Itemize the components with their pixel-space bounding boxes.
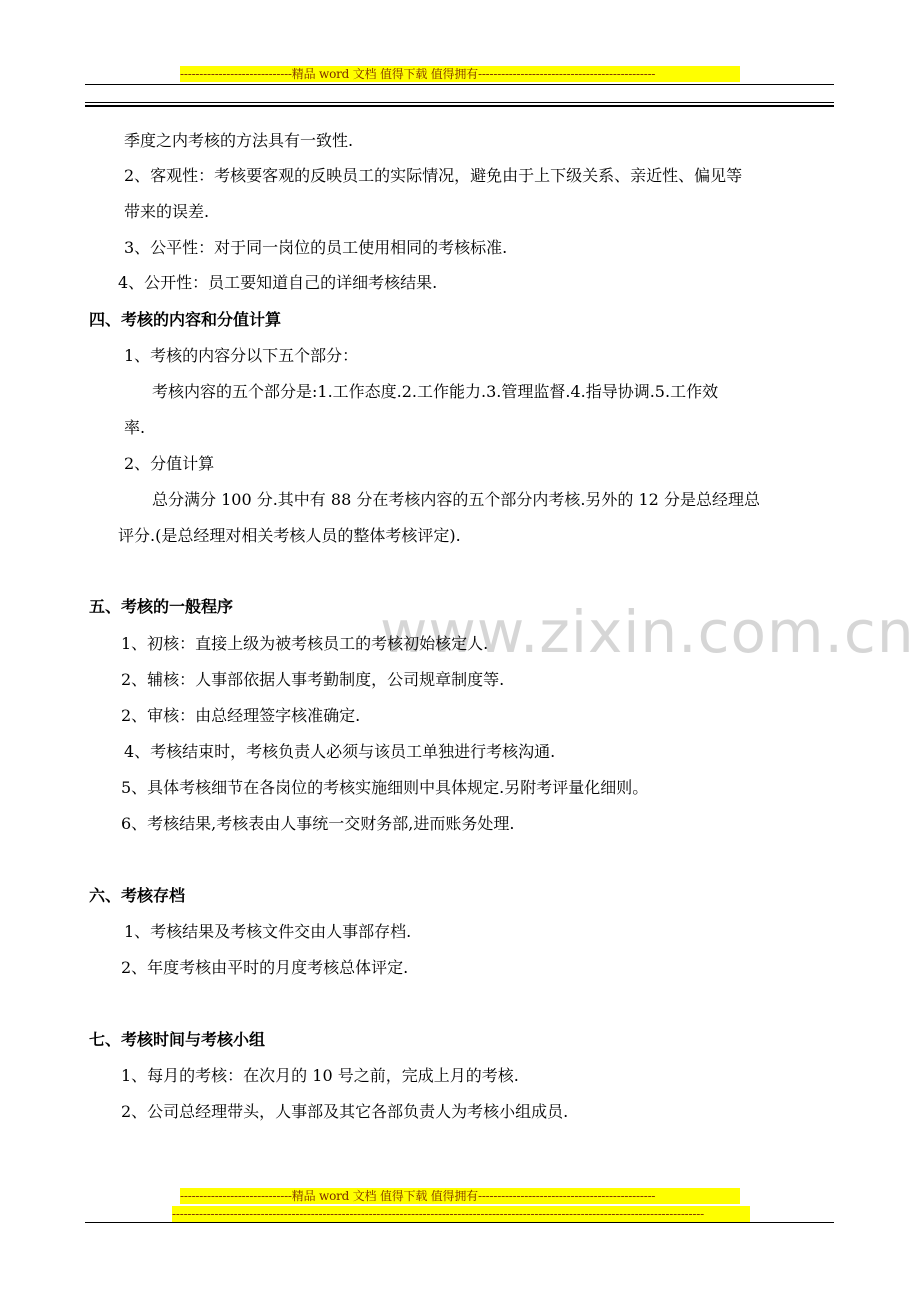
- paragraph-line: 2、审核：由总经理签字核准确定.: [121, 706, 361, 725]
- header-rule-thin: [85, 84, 834, 85]
- paragraph-line: 考核内容的五个部分是:1.工作态度.2.工作能力.3.管理监督.4.指导协调.5.工作效: [152, 382, 719, 401]
- paragraph-line: 1、每月的考核：在次月的 10 号之前，完成上月的考核.: [121, 1066, 519, 1085]
- paragraph-line: 1、考核的内容分以下五个部分：: [124, 346, 359, 365]
- paragraph-line: 4、考核结束时，考核负责人必须与该员工单独进行考核沟通.: [124, 742, 556, 761]
- paragraph-line: 带来的误差.: [124, 202, 210, 221]
- paragraph-line: 1、初核：直接上级为被考核员工的考核初始核定人.: [121, 634, 489, 653]
- watermark: www.zixin.com.cn: [380, 598, 915, 666]
- header-banner-text: -----------------------------精品 word 文档 值得下载 值得拥有----------------------------------------------: [180, 67, 656, 81]
- paragraph-line: 5、具体考核细节在各岗位的考核实施细则中具体规定.另附考评量化细则。: [121, 778, 649, 797]
- paragraph-line: 季度之内考核的方法具有一致性.: [124, 131, 354, 150]
- header-rule-2: [85, 105, 834, 107]
- paragraph-line: 评分.(是总经理对相关考核人员的整体考核评定).: [118, 526, 461, 545]
- section-heading-6: 六、考核存档: [89, 886, 186, 905]
- header-banner: [180, 66, 740, 82]
- footer-rule: [85, 1222, 834, 1223]
- footer-banner-text: -----------------------------精品 word 文档 值得下载 值得拥有----------------------------------------------: [180, 1189, 656, 1203]
- paragraph-line: 总分满分 100 分.其中有 88 分在考核内容的五个部分内考核.另外的 12 分是总经理总: [152, 490, 760, 509]
- footer-dashes-text: ------------------------------------------------------------------------------------------------------------------------------------------: [172, 1207, 704, 1221]
- footer-dashes: [172, 1206, 750, 1222]
- paragraph-line: 3、公平性：对于同一岗位的员工使用相同的考核标准.: [124, 238, 508, 257]
- paragraph-line: 1、考核结果及考核文件交由人事部存档.: [124, 922, 412, 941]
- paragraph-line: 2、辅核：人事部依据人事考勤制度，公司规章制度等.: [121, 670, 505, 689]
- paragraph-line: 率.: [124, 418, 146, 437]
- footer-banner: [180, 1188, 740, 1204]
- section-heading-4: 四、考核的内容和分值计算: [89, 310, 282, 329]
- header-rule-1: [85, 102, 834, 103]
- paragraph-line: 2、客观性：考核要客观的反映员工的实际情况，避免由于上下级关系、亲近性、偏见等: [124, 166, 743, 185]
- section-heading-5: 五、考核的一般程序: [89, 597, 234, 616]
- paragraph-line: 6、考核结果,考核表由人事统一交财务部,进而账务处理.: [121, 814, 515, 833]
- paragraph-line: 2、年度考核由平时的月度考核总体评定.: [121, 958, 409, 977]
- paragraph-line: 4、公开性：员工要知道自己的详细考核结果.: [118, 273, 438, 292]
- paragraph-line: 2、公司总经理带头，人事部及其它各部负责人为考核小组成员.: [121, 1102, 569, 1121]
- paragraph-line: 2、分值计算: [124, 454, 215, 473]
- section-heading-7: 七、考核时间与考核小组: [89, 1030, 266, 1049]
